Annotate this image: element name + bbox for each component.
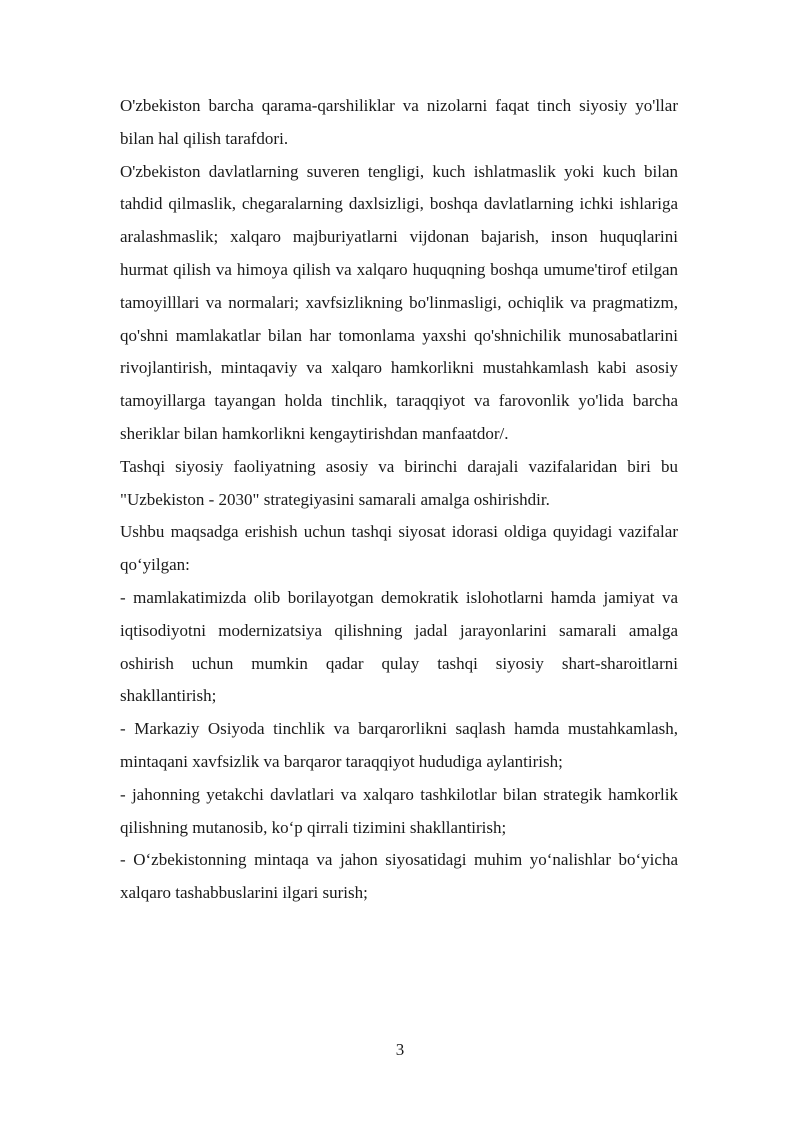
page-number: 3 <box>395 1040 405 1059</box>
list-item-international-initiatives: - O‘zbekistonning mintaqa va jahon siyosatidagi muhim yo‘nalishlar bo‘yicha xalqaro tashabbuslarini ilgari surish; <box>120 850 678 903</box>
paragraph-tasks-intro: Ushbu maqsadga erishish uchun tashqi siyosat idorasi oldiga quyidagi vazifalar qo‘yilgan: <box>120 522 678 575</box>
list-item-strategic-partnership: - jahonning yetakchi davlatlari va xalqaro tashkilotlar bilan strategik hamkorlik qilishning mutanosib, ko‘p qirrali tizimini shakllantirish; <box>120 784 678 837</box>
paragraph-strategy-2030: Tashqi siyosiy faoliyatning asosiy va birinchi darajali vazifalaridan biri bu "Uzbekiston - 2030" strategiyasini samarali amalga oshirishdir. <box>120 456 678 509</box>
paragraph-peaceful-resolution: O'zbekiston barcha qarama-qarshiliklar va nizolarni faqat tinch siyosiy yo'llar bilan hal qilish tarafdori. <box>120 96 678 148</box>
paragraph-principles: O'zbekiston davlatlarning suveren tengligi, kuch ishlatmaslik yoki kuch bilan tahdid qilmaslik, chegaralarning daxlsizligi, boshqa davlatlarning ichki ishlariga aralashmaslik; xalqaro majburiyatlarni vijdonan bajarish, inson huquqlarini hurmat qilish va himoya qilish va xalqaro huquqning boshqa umume'tirof etilgan tamoyilllari va normalari; xavfsizlikning bo'linmasligi, ochiqlik va pragmatizm, qo'shni mamlakatlar bilan har tomonlama yaxshi qo'shnichilik munosabatlarini rivojlantirish, mintaqaviy va xalqaro hamkorlikni mustahkamlash kabi asosiy tamoyillarga tayangan holda tinchlik, taraqqiyot va farovonlik yo'lida barcha sheriklar bilan hamkorlikni kengaytirishdan manfaatdor/. <box>120 161 678 443</box>
list-item-central-asia: - Markaziy Osiyoda tinchlik va barqarorlikni saqlash hamda mustahkamlash, mintaqani xavfsizlik va barqaror taraqqiyot hududiga aylantirish; <box>120 719 678 771</box>
list-item-reforms: - mamlakatimizda olib borilayotgan demokratik islohotlarni hamda jamiyat va iqtisodiyotni modernizatsiya qilishning jadal jarayonlarini samarali amalga oshirish uchun mumkin qadar qulay tashqi siyosiy shart-sharoitlarni shakllantirish; <box>120 587 678 706</box>
document-body <box>120 90 678 910</box>
